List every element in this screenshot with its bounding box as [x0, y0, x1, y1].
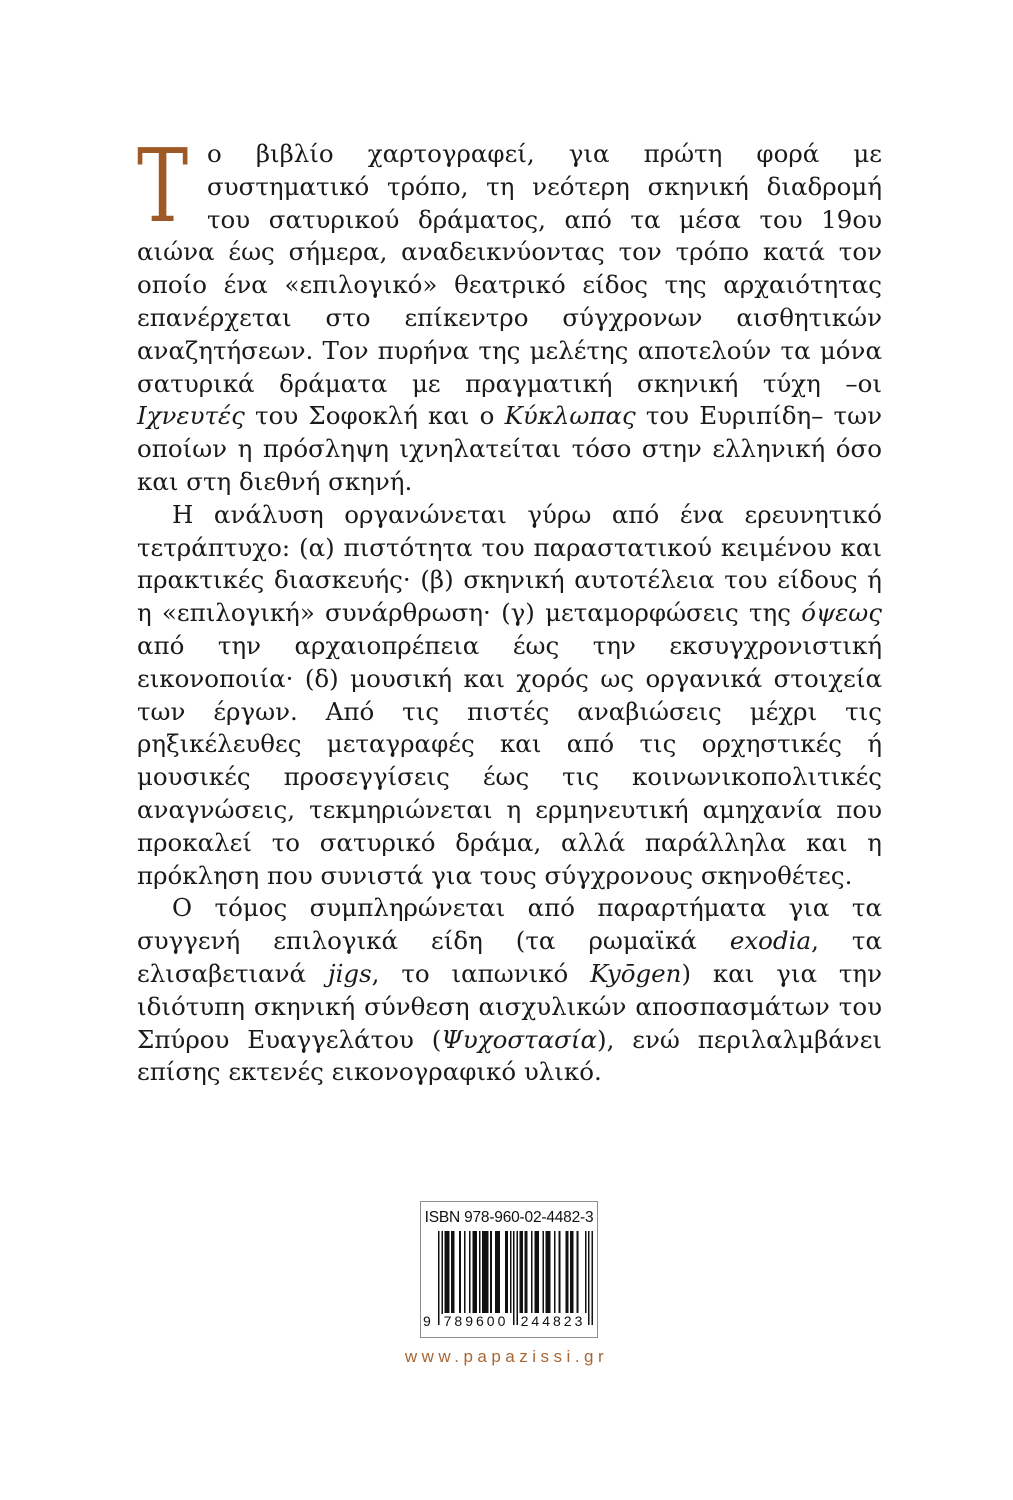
publisher-website-url: www.papazissi.gr — [404, 1347, 609, 1366]
dropcap-letter: Τ — [137, 127, 189, 245]
blurb-paragraph-2: Η ανάλυση οργανώνεται γύρω από ένα ερευνητικό τετράπτυχο: (α) πιστότητα του παραστατικού κειμένου και πρακτικές διασκευής· (β) σκηνική αυτοτέλεια του είδους ή η «επιλογική» συνάρθρωση· (γ) μεταμορφώσεις της όψεως από την αρχαιοπρέπεια έως την εκσυγχρονιστική εικονοποιία· (δ) μουσική και χορός ως οργανικά στοιχεία των έργων. Από τις πιστές αναβιώσεις μέχρι τις ρηξικέλευθες μεταγραφές και από τις ορχηστικές ή μουσικές προσεγγίσεις έως τις κοινωνικοπολιτικές αναγνώσεις, τεκμηριώνεται η ερμηνευτική αμηχανία που προκαλεί το σατυρικό δράμα, αλλά παράλληλα και η πρόκληση που συνιστά για τους σύγχρονους σκηνοθέτες. — [137, 499, 882, 890]
ean-digit-first: 9 — [423, 1313, 431, 1329]
ean13-svg — [438, 1231, 593, 1325]
ean-digits-right-group: 244823 — [518, 1314, 588, 1328]
blurb-paragraph-1 — [137, 127, 882, 499]
ean13-barcode — [423, 1231, 593, 1329]
isbn-label: ISBN 978-960-02-4482-3 — [424, 1209, 594, 1226]
ean-digits-left-group: 789600 — [441, 1314, 511, 1328]
blurb — [137, 127, 883, 1089]
blurb-paragraph-3: Ο τόμος συμπληρώνεται από παραρτήματα για τα συγγενή επιλογικά είδη (τα ρωμαϊκά exodia, τα ελισαβετιανά jigs, το ιαπωνικό Kyōgen) και για την ιδιότυπη σκηνική σύνθεση αισχυλικών αποσπασμάτων του Σπύρου Ευαγγελάτου (Ψυχοστασία), ενώ περιλαλμβάνει επίσης εκτενές εικονογραφικό υλικό. — [137, 893, 883, 1087]
isbn-barcode-box — [420, 1201, 598, 1338]
blurb-paragraph-1-text: ο βιβλίο χαρτογραφεί, για πρώτη φορά με συστηματικό τρόπο, τη νεότερη σκηνική διαδρομή του σατυρικού δράματος, από τα μέσα του 19ου αιώνα έως σήμερα, αναδεικνύοντας τον τρόπο κατά τον οποίο ένα «επιλογικό» θεατρικό είδος της αρχαιότητας επανέρχεται στο επίκεντρο σύγχρονων αισθητικών αναζητήσεων. Τον πυρήνα της μελέτης αποτελούν τα μόνα σατυρικά δράματα με πραγματική σκηνική τύχη –οι Ιχνευτές του Σοφοκλή και ο Κύκλωπας του Ευριπίδη– των οποίων η πρόσληψη ιχνηλατείται τόσο στην ελληνική όσο και στη διεθνή σκηνή. — [137, 139, 882, 496]
